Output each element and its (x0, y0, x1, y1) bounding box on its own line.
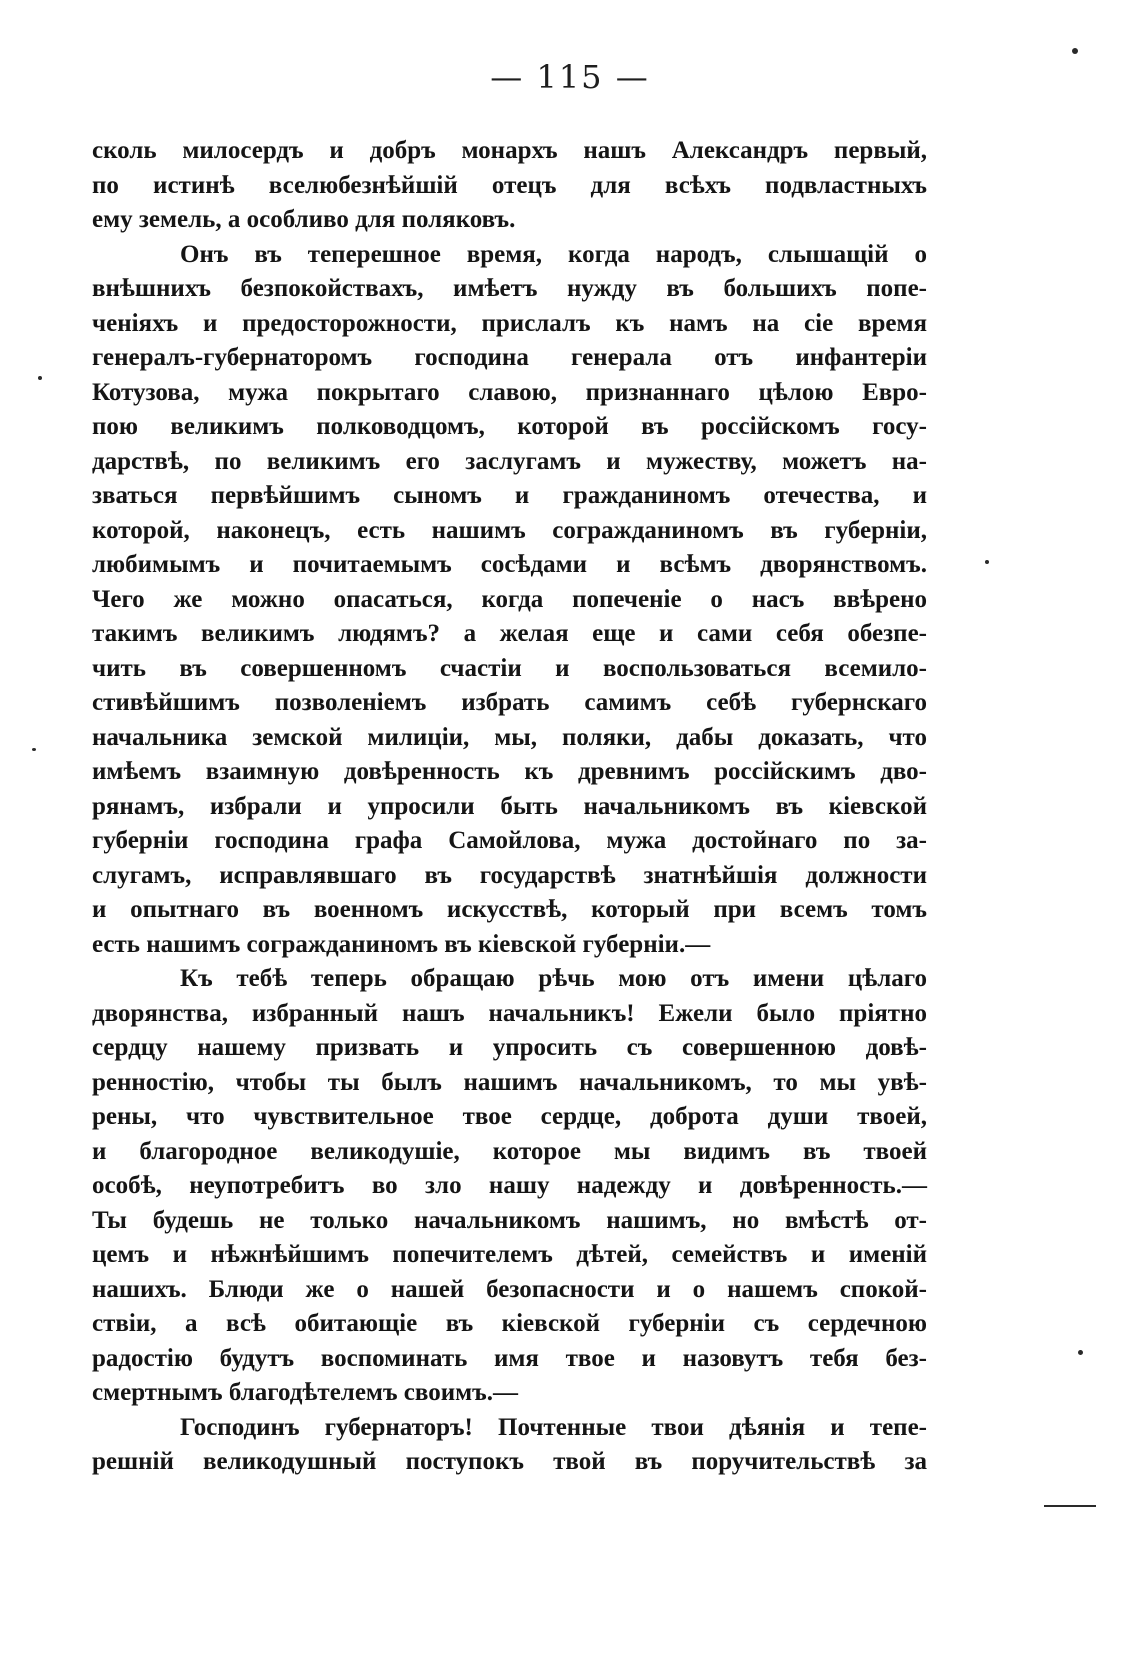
paragraph-1 (92, 134, 927, 238)
paragraph-4 (92, 1411, 927, 1480)
scan-speck (1072, 48, 1078, 54)
text-line: Къ тебѣ теперь обращаю рѣчь мою отъ имени цѣлаго (180, 965, 927, 992)
text-line: Ты будешь не только начальникомъ нашимъ, но вмѣстѣ от- (92, 1206, 927, 1234)
page-number: — 115 — (490, 58, 650, 96)
scan-speck (985, 560, 989, 564)
text-line: и благородное великодушіе, которое мы видимъ въ твоей (92, 1137, 927, 1165)
text-line: рянамъ, избрали и упросили быть начальникомъ въ кіевской (92, 792, 927, 820)
text-line: зваться первѣйшимъ сыномъ и гражданиномъ отечества, и (92, 482, 927, 509)
text-line: Чего же можно опасаться, когда попеченіе о насъ ввѣрено (92, 585, 927, 613)
text-line: слугамъ, исправлявшаго въ государствѣ знатнѣйшія должности (92, 861, 927, 889)
text-line: ему земель, а особливо для поляковъ. (92, 206, 516, 233)
text-line: начальника земской милиціи, мы, поляки, дабы доказать, что (92, 723, 927, 751)
text-line: любимымъ и почитаемымъ сосѣдами и всѣмъ дворянствомъ. (92, 551, 927, 578)
text-line: чить въ совершенномъ счастіи и воспользоваться всемило- (92, 654, 927, 682)
text-line: дарствѣ, по великимъ его заслугамъ и мужеству, можетъ на- (92, 447, 927, 475)
text-line: внѣшнихъ безпокойствахъ, имѣетъ нужду въ большихъ попе- (92, 275, 927, 302)
text-line: решній великодушный поступокъ твой въ поручительствѣ за (92, 1448, 927, 1475)
text-line: Котузова, мужа покрытаго славою, признаннаго цѣлою Евро- (92, 378, 927, 406)
text-line: губерніи господина графа Самойлова, мужа достойнаго по за- (92, 827, 927, 854)
text-line: особѣ, неупотребитъ во зло нашу надежду и довѣренность.— (92, 1172, 927, 1199)
text-line: есть нашимъ согражданиномъ въ кіевской губерніи.— (92, 930, 711, 958)
text-line: дворянства, избранный нашъ начальникъ! Ежели было пріятно (92, 999, 927, 1027)
text-line: по истинѣ вселюбезнѣйшій отецъ для всѣхъ подвластныхъ (92, 171, 927, 199)
text-line: Господинъ губернаторъ! Почтенные твои дѣянія и тепе- (180, 1413, 927, 1441)
scan-speck (32, 748, 36, 751)
text-line: Онъ въ теперешное время, когда народъ, слышащій о (180, 240, 927, 268)
text-line: ченіяхъ и предосторожности, прислалъ къ намъ на сіе время (92, 309, 927, 337)
text-line: стивѣйшимъ позволеніемъ избрать самимъ себѣ губернскаго (92, 689, 927, 716)
text-line: сердцу нашему призвать и упросить съ совершенною довѣ- (92, 1034, 927, 1061)
text-line: радостію будутъ воспоминать имя твое и назовутъ тебя без- (92, 1344, 927, 1372)
text-line: ренностію, чтобы ты былъ нашимъ начальникомъ, то мы увѣ- (92, 1068, 927, 1096)
scan-mark (1044, 1505, 1096, 1507)
text-line: ствіи, а всѣ обитающіе въ кіевской губерніи съ сердечною (92, 1310, 927, 1337)
paragraph-2 (92, 238, 927, 963)
text-line: цемъ и нѣжнѣйшимъ попечителемъ дѣтей, семействъ и именій (92, 1241, 927, 1268)
text-line: рены, что чувствительное твое сердце, доброта души твоей, (92, 1103, 927, 1130)
text-line: смертнымъ благодѣтелемъ своимъ.— (92, 1379, 518, 1406)
text-line: нашихъ. Блюди же о нашей безопасности и о нашемъ спокой- (92, 1275, 927, 1303)
text-line: пою великимъ полководцомъ, которой въ россійскомъ госу- (92, 413, 927, 440)
paragraph-3 (92, 962, 927, 1411)
text-line: генералъ-губернаторомъ господина генерала отъ инфантеріи (92, 344, 927, 371)
text-line: имѣемъ взаимную довѣренность къ древнимъ россійскимъ дво- (92, 758, 927, 785)
text-line: которой, наконецъ, есть нашимъ согражданиномъ въ губерніи, (92, 516, 927, 544)
text-line: такимъ великимъ людямъ? а желая еще и сами себя обезпе- (92, 620, 927, 647)
scan-speck (38, 376, 42, 380)
page-body (92, 134, 927, 1480)
text-line: сколь милосердъ и добръ монархъ нашъ Александръ первый, (92, 137, 927, 164)
scan-speck (1078, 1350, 1083, 1355)
text-line: и опытнаго въ военномъ искусствѣ, который при всемъ томъ (92, 896, 927, 923)
